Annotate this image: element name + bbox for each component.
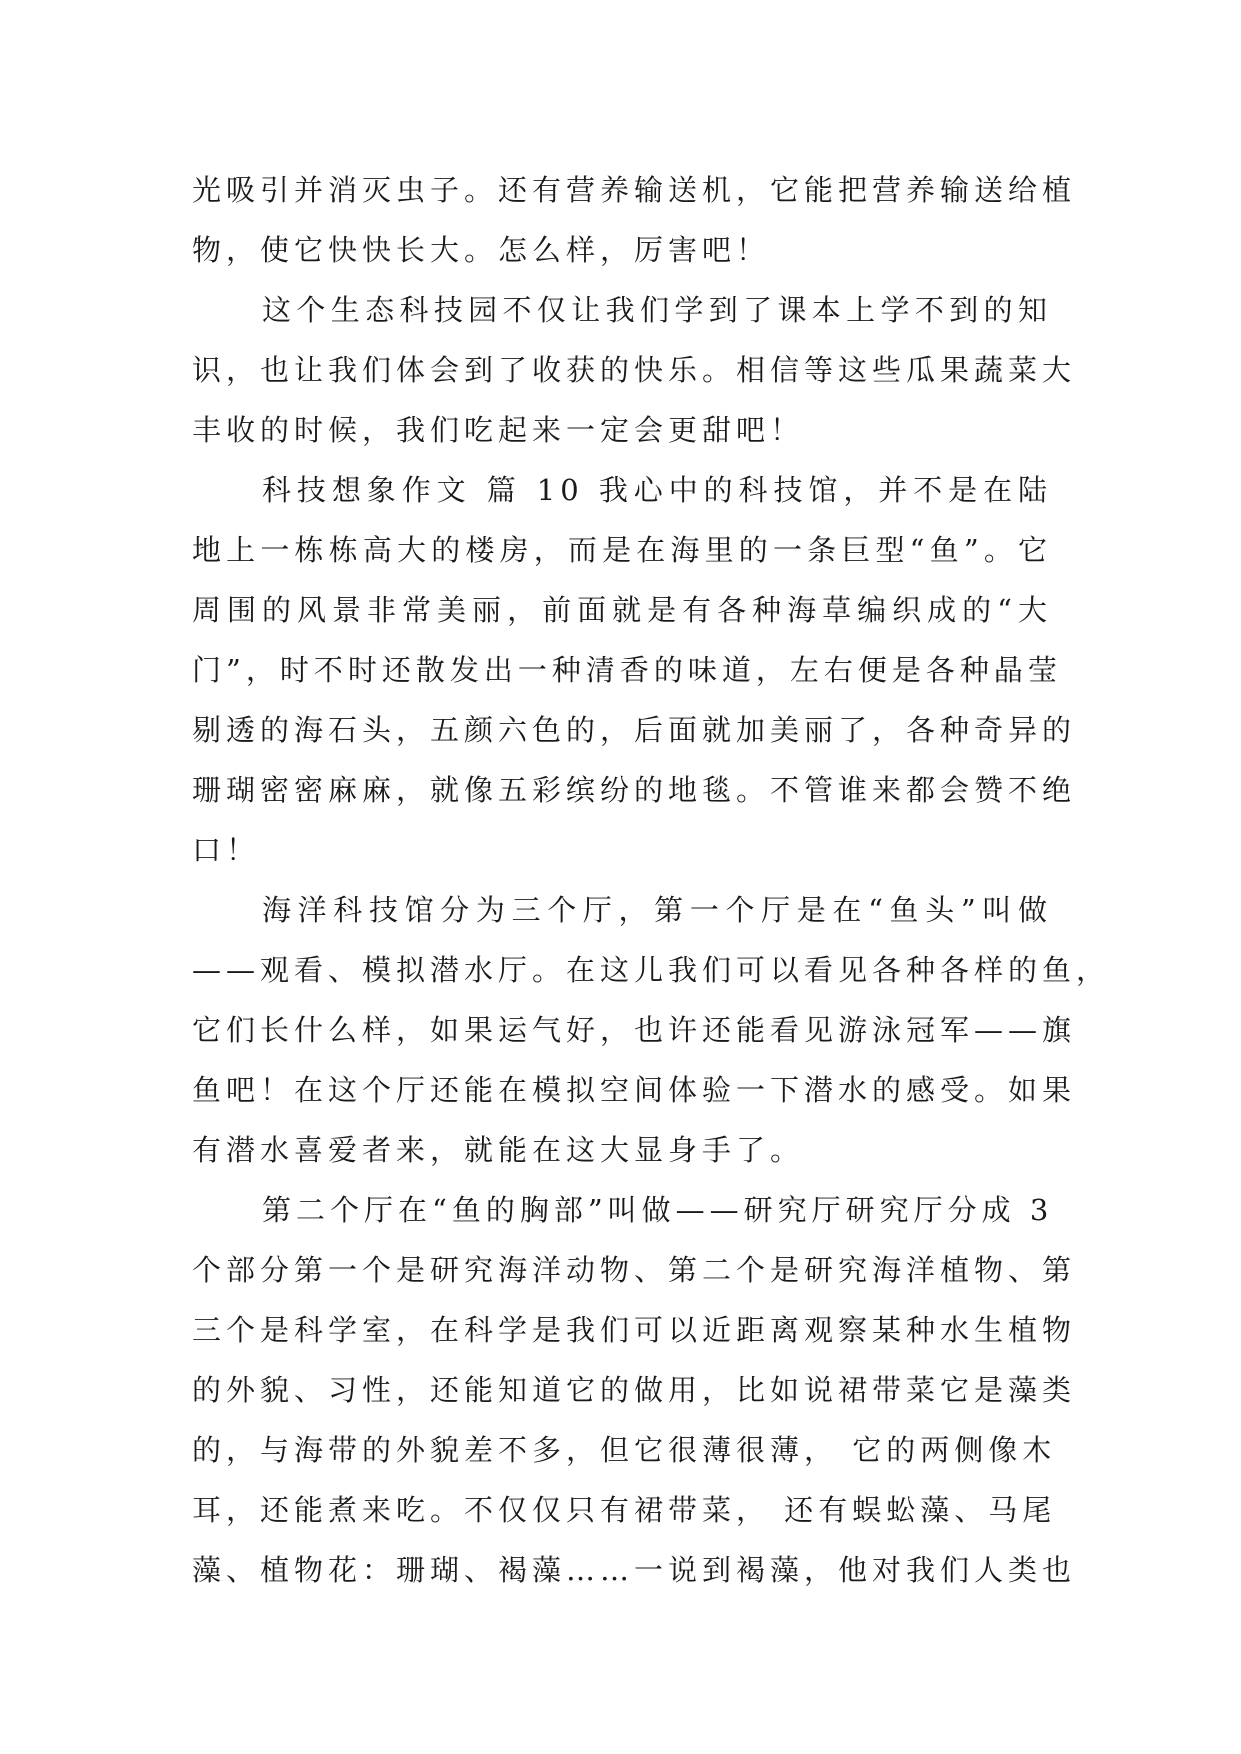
text-line: 海洋科技馆分为三个厅，第一个厅是在“鱼头”叫做: [262, 893, 1052, 927]
text-line: 个部分第一个是研究海洋动物、第二个是研究海洋植物、第: [192, 1253, 1077, 1287]
text-line: 有潜水喜爱者来，就能在这大显身手了。: [192, 1133, 805, 1167]
text-line: 珊瑚密密麻麻，就像五彩缤纷的地毯。不管谁来都会赞不绝: [192, 773, 1077, 807]
text-line: 它们长什么样，如果运气好，也许还能看见游泳冠军——旗: [192, 1013, 1077, 1047]
text-line: 丰收的时候，我们吃起来一定会更甜吧！: [192, 413, 805, 447]
text-line: 三个是科学室，在科学是我们可以近距离观察某种水生植物: [192, 1313, 1077, 1347]
text-line: 耳，还能煮来吃。不仅仅只有裙带菜， 还有蜈蚣藻、马尾: [192, 1493, 1057, 1527]
text-line: 物，使它快快长大。怎么样，厉害吧！: [192, 233, 771, 267]
text-line: 第二个厅在“鱼的胸部”叫做——研究厅研究厅分成 3: [262, 1193, 1054, 1227]
text-line: 藻、植物花：珊瑚、褐藻……一说到褐藻，他对我们人类也: [192, 1553, 1077, 1587]
text-line: 周围的风景非常美丽，前面就是有各种海草编织成的“大: [192, 593, 1052, 627]
document-body: [192, 160, 1111, 1600]
text-line: 这个生态科技园不仅让我们学到了课本上学不到的知: [262, 293, 1052, 327]
text-line: ——观看、模拟潜水厅。在这儿我们可以看见各种各样的鱼，: [192, 953, 1111, 987]
text-line: 口！: [192, 833, 261, 867]
text-line: 的，与海带的外貌差不多，但它很薄很薄， 它的两侧像木: [192, 1433, 1057, 1467]
text-line: 剔透的海石头，五颜六色的，后面就加美丽了，各种奇异的: [192, 713, 1077, 747]
text-line: 的外貌、习性，还能知道它的做用，比如说裙带菜它是藻类: [192, 1373, 1077, 1407]
text-line: 识，也让我们体会到了收获的快乐。相信等这些瓜果蔬菜大: [192, 353, 1077, 387]
text-line: 门”，时不时还散发出一种清香的味道，左右便是各种晶莹: [192, 653, 1062, 687]
text-line: 鱼吧！在这个厅还能在模拟空间体验一下潜水的感受。如果: [192, 1073, 1077, 1107]
text-line: 地上一栋栋高大的楼房，而是在海里的一条巨型“鱼”。它: [192, 533, 1052, 567]
text-line: 光吸引并消灭虫子。还有营养输送机，它能把营养输送给植: [192, 173, 1077, 207]
text-line: 科技想象作文 篇 10 我心中的科技馆，并不是在陆: [262, 473, 1052, 507]
